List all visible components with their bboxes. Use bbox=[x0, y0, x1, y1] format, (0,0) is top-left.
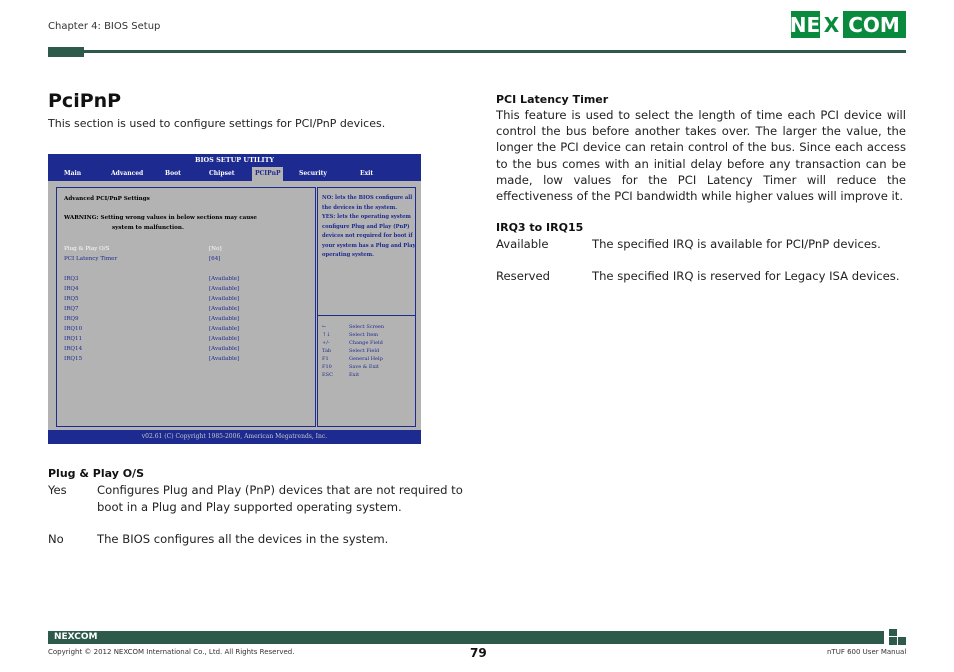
help-line: NO: lets the BIOS configure all bbox=[322, 195, 413, 201]
bios-setting-label[interactable]: PCI Latency Timer bbox=[64, 256, 118, 262]
bios-irq-label[interactable]: IRQ11 bbox=[64, 336, 83, 342]
footer-logo: NEXCOM bbox=[54, 632, 98, 642]
svg-text:NE: NE bbox=[791, 13, 821, 37]
bios-tab-chipset[interactable]: Chipset bbox=[209, 170, 235, 177]
bios-irq-label[interactable]: IRQ7 bbox=[64, 306, 79, 312]
yes-term: Yes bbox=[48, 483, 67, 497]
key-name: ← bbox=[322, 324, 327, 330]
help-line: operating system. bbox=[322, 252, 374, 258]
help-divider bbox=[318, 315, 415, 316]
bios-tab-security[interactable]: Security bbox=[299, 170, 327, 177]
bios-irq-value[interactable]: [Available] bbox=[209, 296, 240, 302]
key-desc: Save & Exit bbox=[349, 364, 379, 370]
no-desc: The BIOS configures all the devices in the system. bbox=[97, 532, 389, 546]
bios-settings-panel bbox=[56, 187, 316, 427]
bios-irq-label[interactable]: IRQ9 bbox=[64, 316, 79, 322]
help-line: YES: lets the operating system bbox=[322, 214, 411, 220]
key-legend-row bbox=[322, 332, 378, 338]
available-desc: The specified IRQ is available for PCI/PnP devices. bbox=[592, 237, 881, 251]
help-line: your system has a Plug and Play bbox=[322, 242, 416, 249]
bios-title-bar: BIOS SETUP UTILITY bbox=[48, 154, 421, 167]
bios-help-text bbox=[322, 194, 416, 261]
reserved-term: Reserved bbox=[496, 269, 550, 283]
bios-irq-value[interactable]: [Available] bbox=[209, 276, 240, 282]
key-legend-row bbox=[322, 356, 383, 362]
help-line: devices not required for boot if bbox=[322, 233, 413, 239]
footer-bar bbox=[48, 631, 884, 644]
available-term: Available bbox=[496, 237, 549, 251]
bios-warning-line2: system to malfunction. bbox=[112, 225, 184, 231]
bios-tab-exit[interactable]: Exit bbox=[360, 170, 374, 177]
bios-screen bbox=[48, 154, 421, 444]
yes-desc-line1: Configures Plug and Play (PnP) devices that are not required to bbox=[97, 483, 463, 497]
bios-irq-label[interactable]: IRQ10 bbox=[64, 326, 83, 332]
bios-irq-label[interactable]: IRQ15 bbox=[64, 356, 83, 362]
reserved-desc: The specified IRQ is reserved for Legacy ISA devices. bbox=[592, 269, 900, 283]
page-title: PciPnP bbox=[48, 90, 122, 112]
bios-irq-label[interactable]: IRQ14 bbox=[64, 346, 83, 352]
bios-irq-value[interactable]: [Available] bbox=[209, 326, 240, 332]
help-line: configure Plug and Play (PnP) bbox=[322, 223, 410, 230]
copyright-text: Copyright © 2012 NEXCOM International Co., Ltd. All Rights Reserved. bbox=[48, 648, 295, 656]
key-desc: Exit bbox=[349, 372, 360, 378]
bios-tab-main[interactable]: Main bbox=[64, 170, 82, 177]
key-desc: Select Field bbox=[349, 348, 380, 354]
key-name: ↑↓ bbox=[322, 332, 331, 338]
key-name: F10 bbox=[322, 364, 332, 370]
header-accent-block bbox=[48, 47, 84, 57]
bios-irq-value[interactable]: [Available] bbox=[209, 346, 240, 352]
bios-irq-value[interactable]: [Available] bbox=[209, 336, 240, 342]
key-name: ESC bbox=[322, 372, 333, 378]
key-desc: Change Field bbox=[349, 340, 383, 346]
key-legend-row bbox=[322, 372, 359, 378]
key-legend-row bbox=[322, 364, 379, 370]
key-desc: Select Item bbox=[349, 332, 379, 338]
bios-warning-line1: WARNING: Setting wrong values in below sections may cause bbox=[64, 215, 257, 221]
bios-irq-label[interactable]: IRQ5 bbox=[64, 296, 79, 302]
bios-tab-advanced[interactable]: Advanced bbox=[111, 170, 144, 177]
yes-desc-line2: boot in a Plug and Play supported operating system. bbox=[97, 500, 402, 514]
bios-irq-value[interactable]: [Available] bbox=[209, 356, 240, 362]
bios-irq-value[interactable]: [Available] bbox=[209, 286, 240, 292]
key-name: +/- bbox=[322, 340, 330, 346]
bios-tab-pcipnp[interactable]: PCIPnP bbox=[252, 167, 283, 181]
no-term: No bbox=[48, 532, 64, 546]
bios-irq-value[interactable]: [Available] bbox=[209, 306, 240, 312]
bios-footer: v02.61 (C) Copyright 1985-2006, American Megatrends, Inc. bbox=[48, 430, 421, 444]
key-legend-row bbox=[322, 348, 379, 354]
bios-setting-value[interactable]: [64] bbox=[209, 256, 221, 262]
help-line: the devices in the system. bbox=[322, 204, 398, 211]
chapter-label: Chapter 4: BIOS Setup bbox=[48, 21, 161, 32]
svg-text:COM: COM bbox=[848, 13, 900, 37]
intro-text: This section is used to configure settings for PCI/PnP devices. bbox=[48, 117, 386, 130]
key-legend-row bbox=[322, 340, 383, 346]
pci-latency-title: PCI Latency Timer bbox=[496, 93, 609, 106]
bios-section-title: Advanced PCI/PnP Settings bbox=[64, 196, 150, 202]
nexcom-logo bbox=[791, 11, 906, 38]
footer-squares-icon bbox=[889, 629, 906, 645]
pci-latency-text: This feature is used to select the length of time each PCI device will control the bus before another takes over. The larger the value, the longer the PCI device can retain control of the bus. Since each access to the bus comes with an initial delay before any transaction can be made, low values for the PCI Latency Timer will reduce the effectiveness of the PCI bandwidth while higher values will improve it. bbox=[496, 108, 906, 204]
key-name: F1 bbox=[322, 356, 329, 362]
irq-section-title: IRQ3 to IRQ15 bbox=[496, 221, 584, 234]
header-rule bbox=[82, 50, 906, 53]
bios-setting-value[interactable]: [No] bbox=[209, 246, 222, 252]
key-name: Tab bbox=[322, 348, 332, 354]
key-desc: General Help bbox=[349, 356, 383, 362]
bios-irq-label[interactable]: IRQ4 bbox=[64, 286, 79, 292]
bios-menu-bar bbox=[48, 167, 421, 181]
manual-name: nTUF 600 User Manual bbox=[827, 648, 907, 656]
bios-setting-label[interactable]: Plug & Play O/S bbox=[64, 246, 110, 252]
bios-tab-boot[interactable]: Boot bbox=[165, 170, 181, 177]
bios-irq-label[interactable]: IRQ3 bbox=[64, 276, 79, 282]
svg-text:X: X bbox=[823, 13, 840, 37]
bios-irq-value[interactable]: [Available] bbox=[209, 316, 240, 322]
bios-help-panel bbox=[317, 187, 416, 427]
plug-play-title: Plug & Play O/S bbox=[48, 467, 144, 480]
page-number: 79 bbox=[470, 646, 487, 660]
key-desc: Select Screen bbox=[349, 324, 385, 330]
key-legend-row bbox=[322, 324, 384, 330]
